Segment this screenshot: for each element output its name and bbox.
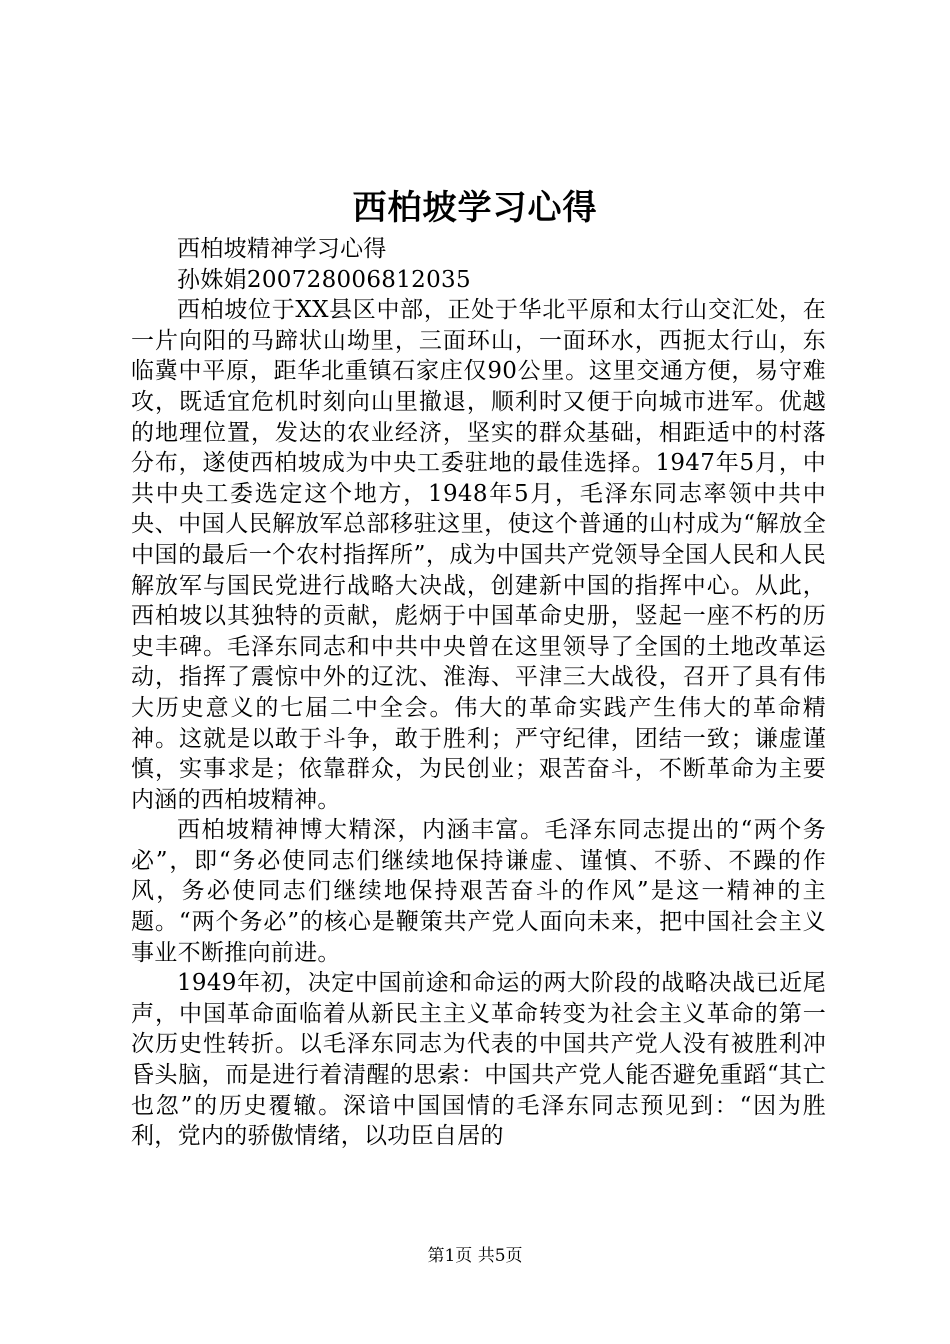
author-line: 孙姝娟200728006812035: [177, 266, 471, 293]
page-footer: 第1页 共5页: [427, 1246, 523, 1266]
subtitle-line: 西柏坡精神学习心得: [177, 236, 387, 262]
document-body: [131, 234, 826, 1152]
body-paragraph: 1949年初，决定中国前途和命运的两大阶段的战略决战已近尾声，中国革命面临着从新民主主义革命转变为社会主义革命的第一次历史性转折。以毛泽东同志为代表的中国共产党人没有被胜利冲昏头脑，而是进行着清醒的思索：中国共产党人能否避免重蹈“其亡也忽”的历史覆辙。深谙中国国情的毛泽东同志预见到：“因为胜利，党内的骄傲情绪，以功臣自居的: [131, 970, 826, 1150]
body-paragraph: 西柏坡精神博大精深，内涵丰富。毛泽东同志提出的“两个务必”，即“务必使同志们继续地保持谦虚、谨慎、不骄、不躁的作风，务必使同志们继续地保持艰苦奋斗的作风”是这一精神的主题。“两个务必”的核心是鞭策共产党人面向未来，把中国社会主义事业不断推向前进。: [131, 817, 826, 966]
document-title: 西柏坡学习心得: [352, 188, 598, 228]
body-paragraph: 西柏坡位于XX县区中部，正处于华北平原和太行山交汇处，在一片向阳的马蹄状山坳里，三面环山，一面环水，西扼太行山，东临冀中平原，距华北重镇石家庄仅90公里。这里交通方便，易守难攻，既适宜危机时刻向山里撤退，顺利时又便于向城市进军。优越的地理位置，发达的农业经济，坚实的群众基础，相距适中的村落分布，遂使西柏坡成为中央工委驻地的最佳选择。1947年5月，中共中央工委选定这个地方，1948年5月，毛泽东同志率领中共中央、中国人民解放军总部移驻这里，使这个普通的山村成为“解放全中国的最后一个农村指挥所”，成为中国共产党领导全国人民和人民解放军与国民党进行战略大决战，创建新中国的指挥中心。从此，西柏坡以其独特的贡献，彪炳于中国革命史册，竖起一座不朽的历史丰碑。毛泽东同志和中共中央曾在这里领导了全国的土地改革运动，指挥了震惊中外的辽沈、淮海、平津三大战役，召开了具有伟大历史意义的七届二中全会。伟大的革命实践产生伟大的革命精神。这就是以敢于斗争，敢于胜利；严守纪律，团结一致；谦虚谨慎，实事求是；依靠群众，为民创业；艰苦奋斗，不断革命为主要内涵的西柏坡精神。: [131, 297, 826, 813]
